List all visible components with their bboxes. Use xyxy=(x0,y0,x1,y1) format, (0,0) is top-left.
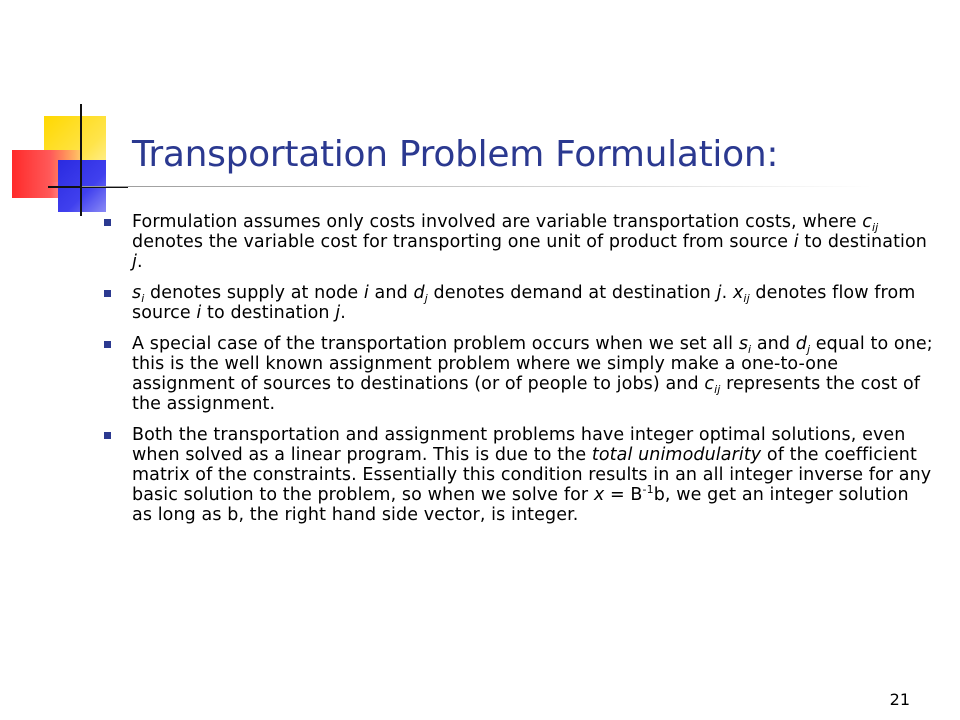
bullet-italic-text: s xyxy=(132,283,142,303)
bullet-italic-text: d xyxy=(413,283,425,303)
decorative-logo-icon xyxy=(0,0,140,230)
logo-vertical-line xyxy=(80,104,82,216)
bullet-text: and xyxy=(751,334,796,354)
square-bullet-icon xyxy=(104,290,111,297)
bullet-text: denotes supply at node xyxy=(144,283,364,303)
bullet-item xyxy=(104,283,934,323)
subscript-text: j xyxy=(424,292,428,305)
subscript-text: ij xyxy=(872,221,879,234)
square-bullet-icon xyxy=(104,219,111,226)
bullet-item xyxy=(104,425,934,525)
bullet-text: denotes demand at destination xyxy=(427,283,717,303)
bullet-item xyxy=(104,212,934,272)
subscript-text: ij xyxy=(714,383,721,396)
subscript-text: i xyxy=(141,292,145,305)
bullet-italic-text: i xyxy=(793,232,799,252)
bullet-italic-text: j xyxy=(716,283,722,303)
title-divider xyxy=(82,186,872,187)
bullet-text: represents the cost of the assignment. xyxy=(132,374,921,414)
bullet-italic-text: i xyxy=(363,283,369,303)
slide-title: Transportation Problem Formulation: xyxy=(132,134,779,175)
bullet-italic-text: s xyxy=(738,334,749,354)
bullet-text: of the coefficient matrix of the constraints. Essentially this condition results in an all integer inverse for any basic solution to the problem, so when we solve for xyxy=(132,445,932,505)
bullet-text: to destination xyxy=(201,303,336,323)
bullet-text: Formulation assumes only costs involved are variable transportation costs, where xyxy=(132,212,863,232)
bullet-text: . xyxy=(340,303,346,323)
page-number: 21 xyxy=(889,690,910,709)
bullet-text: . xyxy=(721,283,733,303)
bullet-italic-text: c xyxy=(862,212,873,232)
bullet-italic-text: i xyxy=(196,303,202,323)
bullet-italic-text: total unimodularity xyxy=(591,445,762,465)
bullet-italic-text: c xyxy=(704,374,715,394)
bullet-italic-text: d xyxy=(795,334,807,354)
square-bullet-icon xyxy=(104,432,111,439)
bullet-italic-text: x xyxy=(593,485,605,505)
square-bullet-icon xyxy=(104,341,111,348)
bullet-text: to destination xyxy=(798,232,927,252)
bullet-text: . xyxy=(136,252,143,272)
bullet-text: b, we get an integer solution as long as b, the right hand side vector, is integer. xyxy=(132,485,909,525)
bullet-text: Both the transportation and assignment problems have integer optimal solutions, even when solved as a linear program. This is due to the xyxy=(132,425,906,465)
subscript-text: i xyxy=(748,343,752,356)
subscript-text: ij xyxy=(743,292,750,305)
bullet-italic-text: j xyxy=(335,303,341,323)
bullet-list xyxy=(104,212,934,536)
superscript-text: -1 xyxy=(642,483,654,496)
subscript-text: j xyxy=(806,343,811,356)
bullet-item xyxy=(104,334,934,414)
bullet-italic-text: j xyxy=(132,252,137,272)
bullet-italic-text: x xyxy=(732,283,744,303)
bullet-text: denotes the variable cost for transporting one unit of product from source xyxy=(132,232,794,252)
bullet-text: denotes flow from source xyxy=(132,283,916,323)
bullet-text: equal to one; this is the well known assignment problem where we simply make a one-to-one assignment of sources to destinations (or of people to jobs) and xyxy=(132,334,933,394)
bullet-text: and xyxy=(368,283,414,303)
bullet-text: A special case of the transportation problem occurs when we set all xyxy=(132,334,739,354)
bullet-text: = B xyxy=(604,485,643,505)
